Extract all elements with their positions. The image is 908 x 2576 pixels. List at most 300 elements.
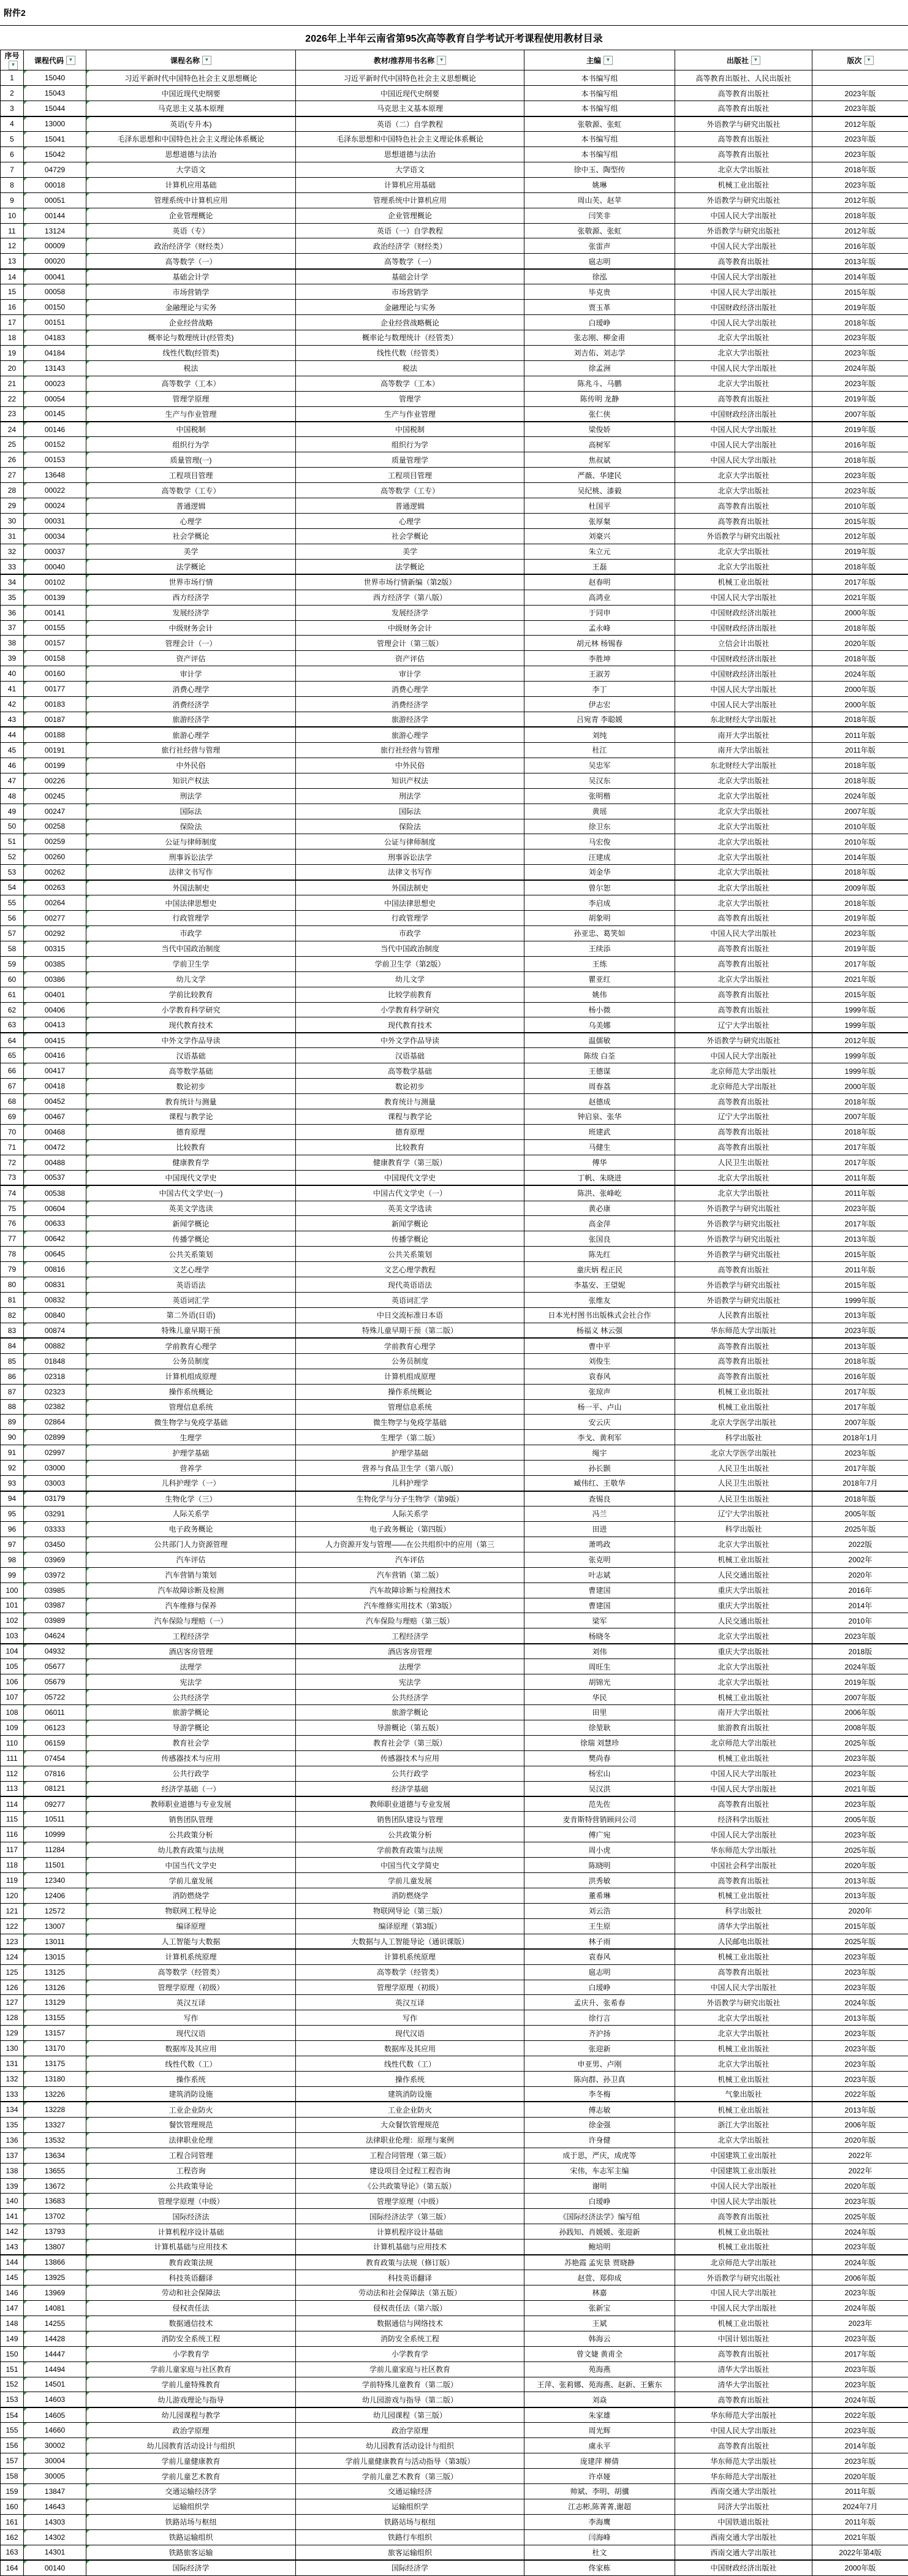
- table-cell: 2007年版: [812, 406, 908, 422]
- table-cell: 00040: [24, 559, 86, 574]
- table-cell: 宪法学: [86, 1674, 296, 1690]
- table-cell: 67: [1, 1079, 24, 1094]
- table-cell: 2018年版: [812, 1353, 908, 1369]
- table-cell: 134: [1, 2102, 24, 2117]
- table-cell: 13015: [24, 1949, 86, 1964]
- table-row: [1, 1704, 908, 1720]
- table-cell: 86: [1, 1369, 24, 1384]
- table-cell: 比较教育: [86, 1139, 296, 1155]
- filter-dropdown-icon[interactable]: ▼: [751, 56, 760, 65]
- table-cell: 1: [1, 70, 24, 86]
- table-cell: 00413: [24, 1017, 86, 1033]
- table-cell: 比较学前教育: [296, 987, 524, 1002]
- table-cell: 高等教育出版社: [675, 911, 812, 926]
- table-cell: 周光辉: [524, 2423, 675, 2438]
- table-cell: 2023年版: [812, 2026, 908, 2041]
- table-row: [1, 1781, 908, 1796]
- table-row: [1, 971, 908, 987]
- table-cell: 06159: [24, 1735, 86, 1750]
- table-cell: 14603: [24, 2392, 86, 2407]
- table-cell: 04932: [24, 1644, 86, 1659]
- table-cell: 白瑷峥: [524, 315, 675, 330]
- table-cell: 教师职业道德与专业发展: [296, 1796, 524, 1812]
- table-cell: 外语教学与研究出版社: [675, 223, 812, 238]
- table-row: [1, 727, 908, 742]
- table-cell: 姚琳: [524, 177, 675, 192]
- table-cell: 外国法制史: [86, 880, 296, 895]
- table-cell: 汽车维修与保养: [86, 1598, 296, 1613]
- filter-dropdown-icon[interactable]: ▼: [66, 56, 75, 65]
- table-cell: 人民交通出版社: [675, 1567, 812, 1582]
- table-cell: 中国近现代史纲要: [296, 86, 524, 101]
- table-cell: 62: [1, 1002, 24, 1017]
- table-cell: 杜江: [524, 742, 675, 758]
- table-cell: 旅游心理学: [86, 727, 296, 742]
- table-cell: 13634: [24, 2148, 86, 2163]
- table-cell: 2010年: [812, 1613, 908, 1628]
- table-cell: 张仁侠: [524, 406, 675, 422]
- table-cell: 125: [1, 1964, 24, 1980]
- table-cell: 2012年版: [812, 192, 908, 208]
- table-cell: 旅游经济学: [86, 712, 296, 728]
- table-cell: 政治经济学（财经类）: [86, 238, 296, 254]
- table-cell: 00177: [24, 682, 86, 697]
- table-cell: 袁春风: [524, 1369, 675, 1384]
- table-cell: 白瑷峥: [524, 1980, 675, 1995]
- table-row: [1, 2377, 908, 2392]
- table-cell: 董希琳: [524, 1888, 675, 1904]
- table-cell: 13672: [24, 2178, 86, 2194]
- table-cell: 曹建国: [524, 1598, 675, 1613]
- table-cell: 孟永峰: [524, 620, 675, 636]
- table-cell: 生产与作业管理: [86, 406, 296, 422]
- table-cell: 149: [1, 2331, 24, 2346]
- table-cell: 00139: [24, 590, 86, 605]
- table-row: [1, 1903, 908, 1918]
- table-cell: 建筑消防设施: [296, 2087, 524, 2102]
- table-cell: 00472: [24, 1139, 86, 1155]
- column-header-label: 课程代码: [34, 55, 64, 66]
- table-cell: 浙江大学出版社: [675, 2117, 812, 2132]
- table-cell: 中国人民大学出版社: [675, 2423, 812, 2438]
- table-cell: 高等教育出版社: [675, 1353, 812, 1369]
- table-cell: 机械工业出版社: [675, 1690, 812, 1705]
- table-row: [1, 162, 908, 177]
- table-cell: 42: [1, 697, 24, 712]
- table-cell: 13157: [24, 2026, 86, 2041]
- table-cell: 组织行为学: [296, 437, 524, 452]
- table-cell: 公共经济学: [296, 1690, 524, 1705]
- table-cell: 中国人民大学出版社: [675, 682, 812, 697]
- table-row: [1, 1720, 908, 1735]
- table-cell: 清华大学出版社: [675, 2377, 812, 2392]
- table-cell: 94: [1, 1491, 24, 1506]
- table-cell: 北京大学出版社: [675, 544, 812, 559]
- table-cell: 学前特殊儿童教育（第二版）: [296, 2377, 524, 2392]
- table-row: [1, 483, 908, 498]
- table-cell: 02997: [24, 1445, 86, 1461]
- table-cell: 中国建筑工业出版社: [675, 2148, 812, 2163]
- table-cell: 00633: [24, 1216, 86, 1231]
- table-cell: 第二外语(日语): [86, 1308, 296, 1323]
- table-cell: 2018年版: [812, 162, 908, 177]
- table-cell: 高等教育出版社: [675, 254, 812, 269]
- table-cell: 2022年版: [812, 2087, 908, 2102]
- table-cell: 资产评估: [296, 651, 524, 666]
- filter-dropdown-icon[interactable]: ▼: [9, 61, 18, 70]
- table-cell: 141: [1, 2209, 24, 2224]
- table-cell: 1999年版: [812, 1048, 908, 1063]
- table-cell: 高等教育出版社: [675, 1873, 812, 1888]
- table-cell: 北京大学出版社: [675, 376, 812, 391]
- table-cell: 计算机基础与应用技术: [86, 2240, 296, 2255]
- table-cell: 中国当代文学简史: [296, 1858, 524, 1873]
- table-cell: 中国财政经济出版社: [675, 300, 812, 315]
- table-cell: 公务员制度: [296, 1353, 524, 1369]
- table-cell: 2: [1, 86, 24, 101]
- table-cell: 毛泽东思想和中国特色社会主义理论体系概论: [86, 132, 296, 147]
- table-cell: 学前比较教育: [86, 987, 296, 1002]
- table-cell: 刘焱: [524, 2392, 675, 2407]
- table-cell: 2000年版: [812, 1079, 908, 1094]
- table-row: [1, 895, 908, 911]
- table-cell: 146: [1, 2285, 24, 2301]
- table-cell: 158: [1, 2469, 24, 2484]
- table-cell: 02318: [24, 1369, 86, 1384]
- table-row: [1, 804, 908, 819]
- table-cell: 02323: [24, 1384, 86, 1399]
- table-cell: 机械工业出版社: [675, 1750, 812, 1766]
- table-row: [1, 1048, 908, 1063]
- table-cell: 外国法制史: [296, 880, 524, 895]
- table-cell: 南开大学出版社: [675, 1704, 812, 1720]
- page-title: 2026年上半年云南省第95次高等教育自学考试开考课程使用教材目录: [0, 26, 908, 50]
- table-cell: 科技英语翻译: [86, 2270, 296, 2285]
- table-row: [1, 1079, 908, 1094]
- table-cell: 刘云浩: [524, 1903, 675, 1918]
- table-cell: 89: [1, 1415, 24, 1430]
- table-cell: 00406: [24, 1002, 86, 1017]
- table-row: [1, 2361, 908, 2377]
- table-cell: 47: [1, 773, 24, 788]
- table-cell: 人民交通出版社: [675, 1613, 812, 1628]
- table-cell: 2023年版: [812, 1201, 908, 1216]
- table-cell: 成于思，严庆，成虎等: [524, 2148, 675, 2163]
- table-cell: 2024年版: [812, 788, 908, 804]
- table-cell: 华民: [524, 1690, 675, 1705]
- table-cell: 班建武: [524, 1124, 675, 1139]
- table-cell: 05677: [24, 1659, 86, 1674]
- table-cell: 人民教育出版社: [675, 1308, 812, 1323]
- table-cell: 金融理论与实务: [86, 300, 296, 315]
- table-cell: 本书编写组: [524, 86, 675, 101]
- table-cell: 儿科护理学: [296, 1476, 524, 1491]
- table-cell: 2018年版: [812, 1094, 908, 1109]
- table-cell: 宪法学: [296, 1674, 524, 1690]
- table-cell: 00292: [24, 925, 86, 941]
- table-cell: 11: [1, 223, 24, 238]
- table-cell: 88: [1, 1399, 24, 1415]
- table-cell: 法律职业伦理: [86, 2132, 296, 2148]
- table-cell: 高等教育出版社、人民出版社: [675, 70, 812, 86]
- table-cell: 学前卫生学（第2版）: [296, 956, 524, 971]
- table-cell: 普通逻辑: [296, 498, 524, 514]
- table-cell: 00488: [24, 1155, 86, 1170]
- table-cell: 02382: [24, 1399, 86, 1415]
- table-cell: 幼儿文学: [86, 971, 296, 987]
- table-cell: 2018年版: [812, 712, 908, 728]
- table-cell: 刑法学: [296, 788, 524, 804]
- table-row: [1, 422, 908, 437]
- table-cell: 高等教育出版社: [675, 1094, 812, 1109]
- table-cell: 傅广宛: [524, 1827, 675, 1842]
- table-cell: 科学出版社: [675, 1903, 812, 1918]
- table-cell: 00146: [24, 422, 86, 437]
- table-cell: 人力资源开发与管理——在公共组织中的应用（第三: [296, 1537, 524, 1552]
- table-cell: 保险法: [86, 819, 296, 834]
- table-row: [1, 651, 908, 666]
- table-row: [1, 590, 908, 605]
- table-cell: 2023年版: [812, 468, 908, 483]
- table-cell: 李丁: [524, 682, 675, 697]
- table-cell: 107: [1, 1690, 24, 1705]
- table-cell: 学前儿童艺术教育（第三版）: [296, 2469, 524, 2484]
- table-cell: 帅斌、李明、胡骥: [524, 2483, 675, 2499]
- table-cell: 2000年版: [812, 605, 908, 620]
- table-cell: 00152: [24, 437, 86, 452]
- table-cell: 中国铁道出版社: [675, 2514, 812, 2529]
- table-cell: 幼儿教育政策与法规: [86, 1842, 296, 1858]
- table-cell: 苏艳霞 孟宪景 贾晓静: [524, 2255, 675, 2270]
- table-cell: 2010年版: [812, 834, 908, 849]
- table-row: [1, 2529, 908, 2545]
- table-cell: 英语（二）自学教程: [296, 116, 524, 132]
- table-cell: 30: [1, 514, 24, 529]
- filter-dropdown-icon[interactable]: ▼: [603, 56, 613, 65]
- table-cell: 销售团队管理: [86, 1812, 296, 1827]
- table-cell: 2025年版: [812, 1521, 908, 1537]
- table-row: [1, 544, 908, 559]
- table-row: [1, 1430, 908, 1445]
- table-cell: 侵权责任法（第六版）: [296, 2300, 524, 2316]
- table-cell: 温儒敏: [524, 1033, 675, 1048]
- table-row: [1, 1445, 908, 1461]
- table-cell: 大学语文: [86, 162, 296, 177]
- table-row: [1, 1155, 908, 1170]
- table-cell: 中国近现代史纲要: [86, 86, 296, 101]
- table-cell: 中国人民大学出版社: [675, 1827, 812, 1842]
- table-row: [1, 2407, 908, 2423]
- table-cell: 胡锦光: [524, 1674, 675, 1690]
- table-cell: 14447: [24, 2346, 86, 2361]
- table-cell: 14301: [24, 2545, 86, 2560]
- table-cell: 发展经济学: [296, 605, 524, 620]
- table-cell: 政治学原理: [86, 2423, 296, 2438]
- table-cell: 2015年版: [812, 1918, 908, 1934]
- table-cell: 中国社会科学出版社: [675, 1858, 812, 1873]
- table-cell: 14494: [24, 2361, 86, 2377]
- table-cell: 13129: [24, 1995, 86, 2010]
- table-cell: 杨晓冬: [524, 1628, 675, 1644]
- table-cell: 陈洪、张峰屹: [524, 1185, 675, 1201]
- table-cell: 85: [1, 1353, 24, 1369]
- table-cell: 严薇、华建民: [524, 468, 675, 483]
- table-cell: 00537: [24, 1170, 86, 1185]
- table-cell: 王萍、张莉娜、苑海燕、赵新、王紫东: [524, 2377, 675, 2392]
- table-cell: 00024: [24, 498, 86, 514]
- table-cell: 法理学: [296, 1659, 524, 1674]
- table-cell: 中国人民大学出版社: [675, 284, 812, 300]
- table-cell: 英语语法: [86, 1277, 296, 1293]
- table-cell: 2011年版: [812, 742, 908, 758]
- table-cell: 税法: [86, 360, 296, 376]
- table-cell: 管理会计（一）: [86, 636, 296, 651]
- table-cell: 北京大学出版社: [675, 1659, 812, 1674]
- filter-dropdown-icon[interactable]: ▼: [437, 56, 446, 65]
- table-cell: 2011年版: [812, 1185, 908, 1201]
- table-cell: 北京师范大学出版社: [675, 1735, 812, 1750]
- table-cell: 00141: [24, 605, 86, 620]
- table-cell: 2023年版: [812, 1628, 908, 1644]
- table-row: [1, 987, 908, 1002]
- table-cell: 2006年版: [812, 2117, 908, 2132]
- table-cell: 2024年7月: [812, 2499, 908, 2514]
- table-cell: 03985: [24, 1582, 86, 1598]
- table-cell: 幼儿游戏理论与指导: [86, 2392, 296, 2407]
- table-row: [1, 1842, 908, 1858]
- table-row: [1, 208, 908, 223]
- table-cell: 2018年版: [812, 559, 908, 574]
- table-row: [1, 1766, 908, 1781]
- table-cell: 00160: [24, 666, 86, 682]
- table-cell: 00645: [24, 1247, 86, 1262]
- table-cell: 佟家栋: [524, 2560, 675, 2575]
- table-cell: 徐泓: [524, 269, 675, 284]
- table-cell: 外语教学与研究出版社: [675, 1216, 812, 1231]
- table-cell: 北京大学医学出版社: [675, 1415, 812, 1430]
- table-cell: 2013年版: [812, 1338, 908, 1353]
- table-cell: 00416: [24, 1048, 86, 1063]
- table-cell: 生理学（第二版）: [296, 1430, 524, 1445]
- table-cell: 2023年版: [812, 2423, 908, 2438]
- table-cell: 10999: [24, 1827, 86, 1842]
- table-cell: 2023年: [812, 2316, 908, 2331]
- table-cell: 129: [1, 2026, 24, 2041]
- table-cell: 气象出版社: [675, 2087, 812, 2102]
- table-cell: 14643: [24, 2499, 86, 2514]
- table-cell: 00258: [24, 819, 86, 834]
- table-cell: 钟启泉、张华: [524, 1109, 675, 1125]
- table-cell: 00417: [24, 1063, 86, 1079]
- table-cell: 144: [1, 2255, 24, 2270]
- table-cell: 2020年: [812, 1903, 908, 1918]
- table-cell: 徐金强: [524, 2117, 675, 2132]
- table-cell: 宋伟，车志军主编: [524, 2163, 675, 2178]
- table-cell: 吴忠军: [524, 758, 675, 773]
- table-row: [1, 1353, 908, 1369]
- table-row: [1, 2224, 908, 2240]
- table-cell: 管理信息系统: [296, 1399, 524, 1415]
- table-cell: 00191: [24, 742, 86, 758]
- table-cell: 管理学: [296, 391, 524, 406]
- table-cell: 刑法学: [86, 788, 296, 804]
- table-cell: 高等教育出版社: [675, 1796, 812, 1812]
- filter-dropdown-icon[interactable]: ▼: [202, 56, 211, 65]
- table-cell: 2020年版: [812, 2132, 908, 2148]
- table-cell: 14660: [24, 2423, 86, 2438]
- table-cell: 汽车营销与策划: [86, 1567, 296, 1582]
- table-row: [1, 911, 908, 926]
- table-row: [1, 1613, 908, 1628]
- table-row: [1, 238, 908, 254]
- table-cell: 2009年版: [812, 880, 908, 895]
- table-cell: 22: [1, 391, 24, 406]
- table-cell: 2023年版: [812, 2453, 908, 2469]
- table-cell: 社会学概论: [296, 528, 524, 544]
- table-cell: 当代中国政治制度: [296, 941, 524, 956]
- table-cell: 李启成: [524, 895, 675, 911]
- table-cell: 高等数学（一）: [86, 254, 296, 269]
- table-cell: 152: [1, 2377, 24, 2392]
- table-cell: 中国计划出版社: [675, 2331, 812, 2346]
- table-cell: 02899: [24, 1430, 86, 1445]
- table-row: [1, 1659, 908, 1674]
- table-cell: 徐行言: [524, 2010, 675, 2026]
- table-cell: 109: [1, 1720, 24, 1735]
- table-cell: 公共关系策划: [296, 1247, 524, 1262]
- table-cell: 106: [1, 1674, 24, 1690]
- table-cell: 发展经济学: [86, 605, 296, 620]
- table-cell: 中外民俗: [296, 758, 524, 773]
- table-row: [1, 269, 908, 284]
- table-cell: 2016年: [812, 1582, 908, 1598]
- table-cell: 00262: [24, 865, 86, 880]
- table-cell: 汽车保险与理赔（一）: [86, 1613, 296, 1628]
- table-cell: 管理学原理（中级）: [86, 2194, 296, 2209]
- table-row: [1, 2255, 908, 2270]
- table-cell: 数据通信与网络技术: [296, 2316, 524, 2331]
- table-cell: 155: [1, 2423, 24, 2438]
- table-cell: 李戈、黄利军: [524, 1430, 675, 1445]
- table-cell: 中国现代文学史: [86, 1170, 296, 1185]
- table-cell: 建筑消防设施: [86, 2087, 296, 2102]
- table-cell: 20: [1, 360, 24, 376]
- table-row: [1, 2026, 908, 2041]
- table-row: [1, 956, 908, 971]
- table-cell: 34: [1, 574, 24, 590]
- table-cell: 140: [1, 2194, 24, 2209]
- table-row: [1, 925, 908, 941]
- table-cell: 北京大学出版社: [675, 1628, 812, 1644]
- table-cell: 北京大学出版社: [675, 2132, 812, 2148]
- table-cell: 学前儿童健康教育与活动指导（第3版）: [296, 2453, 524, 2469]
- table-cell: 07816: [24, 1766, 86, 1781]
- table-cell: 公证与律师制度: [296, 834, 524, 849]
- table-cell: 30004: [24, 2453, 86, 2469]
- table-cell: 2018年7月: [812, 1476, 908, 1491]
- table-cell: 李胜坤: [524, 651, 675, 666]
- table-cell: 北京大学出版社: [675, 1185, 812, 1201]
- table-cell: 2019年版: [812, 544, 908, 559]
- table-cell: 中国法律思想史: [296, 895, 524, 911]
- table-row: [1, 2469, 908, 2484]
- table-cell: 02864: [24, 1415, 86, 1430]
- table-cell: 54: [1, 880, 24, 895]
- table-cell: 汪建成: [524, 849, 675, 865]
- table-cell: 操作系统概论: [86, 1384, 296, 1399]
- filter-dropdown-icon[interactable]: ▼: [864, 56, 874, 65]
- table-row: [1, 391, 908, 406]
